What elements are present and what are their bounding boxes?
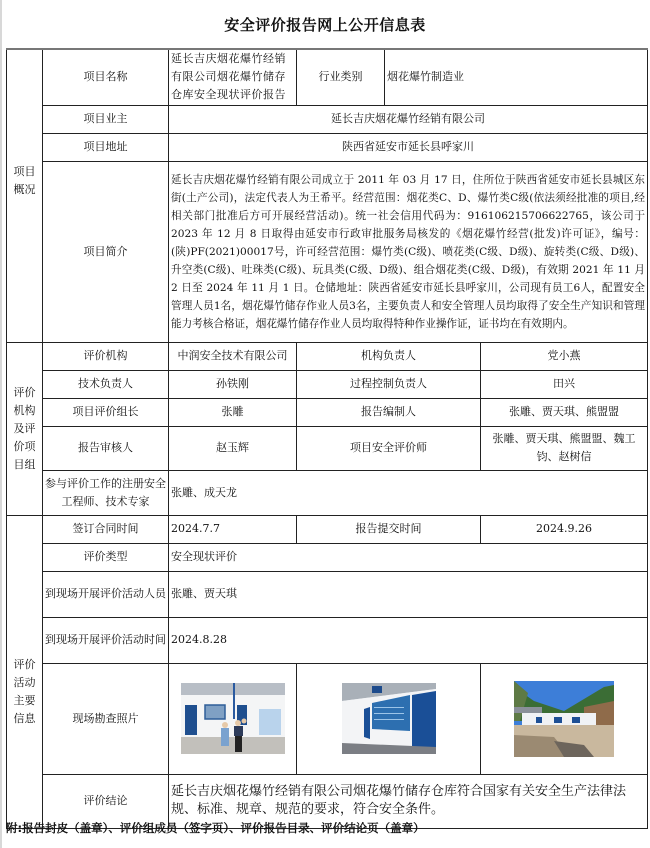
tech-head-label: 技术负责人 — [43, 370, 169, 398]
evaluators-value: 张雕、贾天琪、熊盟盟、魏工钧、赵树信 — [481, 426, 648, 470]
section-label: 项目概况 — [13, 164, 36, 196]
project-intro-label: 项目简介 — [43, 161, 169, 342]
project-address-value: 陕西省延安市延长县呼家川 — [169, 133, 648, 161]
tech-head-value: 孙铁刚 — [169, 370, 297, 398]
section-project-overview — [7, 49, 43, 342]
project-owner-label: 项目业主 — [43, 105, 169, 133]
site-photo-cell-3 — [481, 663, 648, 774]
contract-date-value: 2024.7.7 — [169, 515, 297, 543]
report-author-value: 张雕、贾天琪、熊盟盟 — [481, 398, 648, 426]
report-author-label: 报告编制人 — [297, 398, 481, 426]
industry-value: 烟花爆竹制造业 — [385, 49, 648, 105]
section-label: 评价活动主要信息 — [13, 657, 36, 725]
conclusion-label: 评价结论 — [43, 774, 169, 828]
org-label: 评价机构 — [43, 342, 169, 370]
industry-label: 行业类别 — [297, 49, 385, 105]
org-head-value: 党小燕 — [481, 342, 648, 370]
reviewer-value: 赵玉辉 — [169, 426, 297, 470]
engineers-value: 张雕、成天龙 — [169, 470, 648, 515]
evaluation-type-label: 评价类型 — [43, 543, 169, 571]
conclusion-value: 延长吉庆烟花爆竹经销有限公司烟花爆竹储存仓库符合国家有关安全生产法律法规、标准、规章、规范的要求，符合安全条件。 — [169, 774, 648, 828]
org-value: 中润安全技术有限公司 — [169, 342, 297, 370]
onsite-staff-label: 到现场开展评价活动人员 — [43, 571, 169, 617]
project-intro-value: 延长吉庆烟花爆竹经销有限公司成立于 2011 年 03 月 17 日，住所位于陕西省延安市延长县城区东街(土产公司)，法定代表人为王希平。经营范围：烟花类C、D、爆竹类C级(依法须经批准的项目,经相关部门批准后方可开展经营活动)。统一社会信用代码为：916106215706622765，该公司于 2023 年 12 月 8 日取得由延安市行政审批服务局核发的《烟花爆竹经营(批发)许可证》，编号：(陕)PF(2021)00017号，许可经营范围：爆竹类(C级)、喷花类(C级、D级)、旋转类(C级、D级)、升空类(C级)、吐珠类(C级)、玩具类(C级、D级)、组合烟花类(C级、D级)，有效期 2021 年 11 月 2 日至 2024 年 11 月 1 日。仓储地址：陕西省延安市延长县呼家川，公司现有员工6人，配置安全管理人员1名，烟花爆竹储存作业人员3名，主要负责人和安全管理人员均取得了安全生产知识和管理能力考核合格证，烟花爆竹储存作业人员均取得特种作业操作证，证书均在有效期内。 — [169, 161, 648, 342]
site-photos-label-text: 现场勘查照片 — [72, 711, 139, 725]
page-edge — [0, 0, 2, 848]
project-name-label: 项目名称 — [43, 49, 169, 105]
evaluators-label: 项目安全评价师 — [297, 426, 481, 470]
team-leader-label: 项目评价组长 — [43, 398, 169, 426]
site-photo-cell-2 — [297, 663, 481, 774]
reviewer-label: 报告审核人 — [43, 426, 169, 470]
team-leader-value: 张雕 — [169, 398, 297, 426]
org-head-label: 机构负责人 — [297, 342, 481, 370]
onsite-time-value: 2024.8.28 — [169, 617, 648, 663]
engineers-label: 参与评价工作的注册安全工程师、技术专家 — [43, 470, 169, 515]
contract-date-label: 签订合同时间 — [43, 515, 169, 543]
site-photo-warehouse-corridor-notice-board[interactable] — [342, 683, 436, 754]
project-name-value: 延长吉庆烟花爆竹经销有限公司烟花爆竹储存仓库安全现状评价报告 — [169, 49, 297, 105]
section-label: 评价机构及评价项目组 — [13, 385, 36, 471]
project-address-label: 项目地址 — [43, 133, 169, 161]
page-title: 安全评价报告网上公开信息表 — [224, 16, 426, 34]
section-evaluation-org — [7, 342, 43, 515]
onsite-time-label: 到现场开展评价活动时间 — [43, 617, 169, 663]
submit-date-label: 报告提交时间 — [297, 515, 481, 543]
submit-date-value: 2024.9.26 — [481, 515, 648, 543]
section-evaluation-activity — [7, 515, 43, 828]
disclosure-table — [6, 48, 648, 829]
site-photo-cell-1 — [169, 663, 297, 774]
evaluation-type-value: 安全现状评价 — [169, 543, 648, 571]
process-head-label: 过程控制负责人 — [297, 370, 481, 398]
project-owner-value: 延长吉庆烟花爆竹经销有限公司 — [169, 105, 648, 133]
site-photo-warehouse-overview-hillside[interactable] — [514, 681, 614, 757]
footer-note: 附:报告封皮（盖章）、评价组成员（签字页）、评价报告目录、评价结论页（盖章） — [6, 821, 425, 835]
site-photo-staff-front-of-warehouse[interactable] — [181, 683, 285, 754]
onsite-staff-value: 张雕、贾天琪 — [169, 571, 648, 617]
site-photos-label — [43, 663, 169, 774]
process-head-value: 田兴 — [481, 370, 648, 398]
